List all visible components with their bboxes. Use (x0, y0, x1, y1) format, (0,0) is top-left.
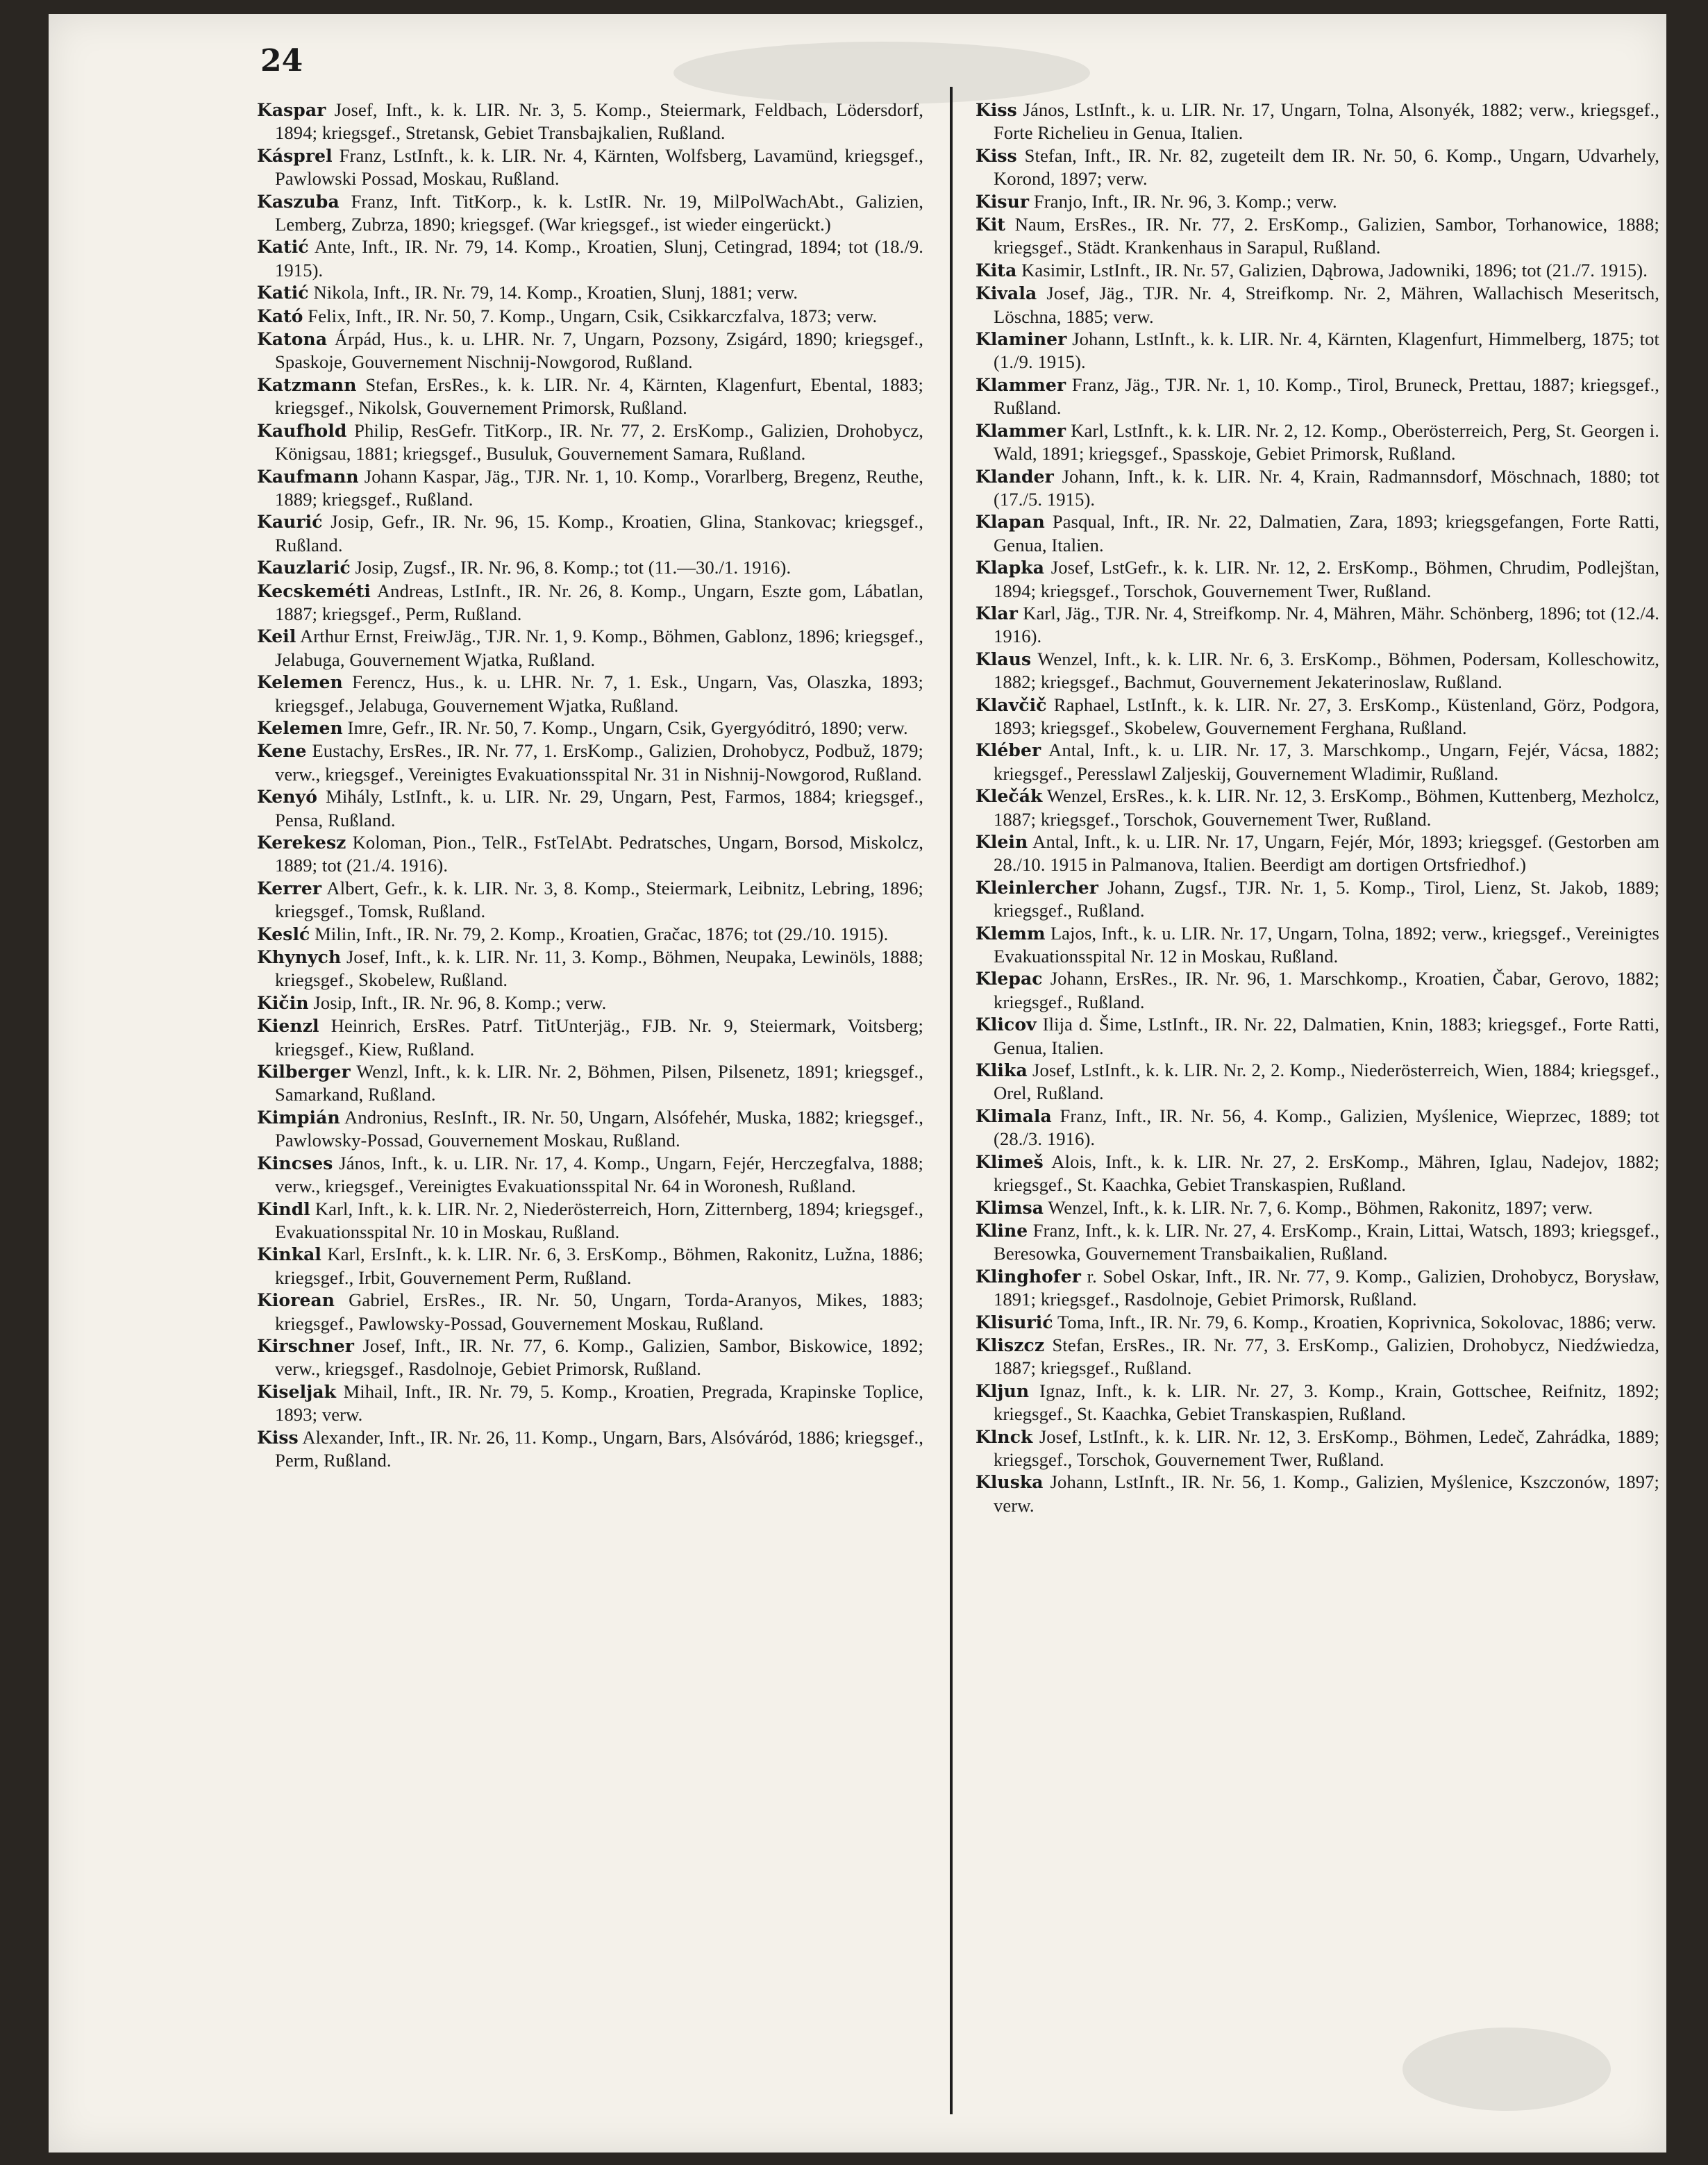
register-entry (976, 1151, 1659, 1196)
entry-surname: Kleinlercher (976, 877, 1099, 898)
entry-details: Andreas, LstInft., IR. Nr. 26, 8. Komp., Ungarn, Eszte gom, Lábatlan, 1887; kriegsgef., Perm, Rußland. (275, 580, 923, 624)
paper-stain (1403, 2028, 1611, 2111)
entry-details: Johann, ErsRes., IR. Nr. 96, 1. Marschkomp., Kroatien, Čabar, Gerovo, 1882; kriegsgef., Rußland. (994, 968, 1659, 1012)
entry-details: Franz, Jäg., TJR. Nr. 1, 10. Komp., Tirol, Bruneck, Prettau, 1887; kriegsgef., Rußland. (994, 374, 1659, 419)
entry-surname: Kaszuba (257, 191, 340, 212)
entry-details: Kasimir, LstInft., IR. Nr. 57, Galizien, Dąbrowa, Jadowniki, 1896; tot (21./7. 1915). (1016, 259, 1648, 281)
entry-surname: Kiss (976, 145, 1017, 166)
entry-surname: Kaspar (257, 100, 326, 120)
left-column (257, 99, 923, 1471)
page-number: 24 (260, 43, 303, 78)
register-entry (257, 374, 923, 419)
entry-details: Ignaz, Inft., k. k. LIR. Nr. 27, 3. Komp., Krain, Gottschee, Reifnitz, 1892; kriegsgef., St. Kaachka, Gebiet Transkaspien, Rußland. (994, 1380, 1659, 1425)
entry-details: Nikola, Inft., IR. Nr. 79, 14. Komp., Kroatien, Slunj, 1881; verw. (308, 282, 798, 303)
entry-surname: Kerekesz (257, 833, 346, 853)
entry-details: Ilija d. Šime, LstInft., IR. Nr. 22, Dalmatien, Knin, 1883; kriegsgef., Forte Ratti, Genua, Italien. (994, 1014, 1659, 1058)
entry-details: Josef, LstInft., k. k. LIR. Nr. 2, 2. Komp., Niederösterreich, Wien, 1884; kriegsgef., Orel, Rußland. (994, 1060, 1659, 1104)
paper-stain (673, 42, 1090, 104)
entry-surname: Kaufhold (257, 420, 347, 441)
register-entry (257, 144, 923, 190)
entry-details: Johann, LstInft., IR. Nr. 56, 1. Komp., Galizien, Myślenice, Kszczonów, 1897; verw. (994, 1471, 1659, 1516)
entry-details: Mihail, Inft., IR. Nr. 79, 5. Komp., Kroatien, Pregrada, Krapinske Toplice, 1893; verw. (275, 1380, 923, 1426)
entry-details: Pasqual, Inft., IR. Nr. 22, Dalmatien, Zara, 1893; kriegsgefangen, Forte Ratti, Genua, Italien. (994, 511, 1659, 555)
register-entry (976, 1471, 1659, 1516)
entry-details: Josip, Zugsf., IR. Nr. 96, 8. Komp.; tot (11.—30./1. 1916). (350, 557, 792, 578)
register-entry (257, 1243, 923, 1289)
entry-details: Alexander, Inft., IR. Nr. 26, 11. Komp., Ungarn, Bars, Alsóváród, 1886; kriegsgef., Perm, Rußland. (275, 1426, 923, 1471)
entry-surname: Klečák (976, 786, 1043, 807)
entry-details: Andronius, ResInft., IR. Nr. 50, Ungarn, Alsófehér, Muska, 1882; kriegsgef., Pawlowsky-Possad, Gouvernement Moskau, Rußland. (275, 1106, 923, 1151)
entry-details: Gabriel, ErsRes., IR. Nr. 50, Ungarn, Torda-Aranyos, Mikes, 1883; kriegsgef., Pawlowsky-Possad, Gouvernement Moskau, Rußland. (275, 1289, 923, 1334)
entry-surname: Kinkal (257, 1244, 322, 1265)
register-entry (257, 1152, 923, 1198)
entry-details: Milin, Inft., IR. Nr. 79, 2. Komp., Kroatien, Gračac, 1876; tot (29./10. 1915). (310, 923, 889, 944)
entry-surname: Klinghofer (976, 1266, 1082, 1287)
register-entry (257, 946, 923, 992)
entry-details: Stefan, Inft., IR. Nr. 82, zugeteilt dem IR. Nr. 50, 6. Komp., Ungarn, Udvarhely, Korond, 1897; verw. (994, 144, 1659, 190)
register-entry (976, 1013, 1659, 1059)
register-entry (976, 1219, 1659, 1265)
entry-details: Karl, Inft., k. k. LIR. Nr. 2, Niederösterreich, Horn, Zitternberg, 1894; kriegsgef., Evakuationsspital Nr. 10 in Moskau, Rußland. (275, 1198, 923, 1242)
entry-details: Wenzel, Inft., k. k. LIR. Nr. 7, 6. Komp., Böhmen, Rakonitz, 1897; verw. (1044, 1196, 1593, 1218)
entry-details: Josef, Inft., k. k. LIR. Nr. 11, 3. Komp., Böhmen, Neupaka, Lewinöls, 1888; kriegsgef., Skobelew, Rußland. (275, 946, 923, 991)
register-entry (257, 281, 923, 304)
register-entry (257, 1380, 923, 1426)
entry-details: Josef, LstInft., k. k. LIR. Nr. 12, 3. ErsKomp., Böhmen, Ledeč, Zahrádka, 1889; kriegsgef., Torschok, Gouvernement Twer, Rußland. (994, 1426, 1659, 1470)
register-entry (976, 282, 1659, 328)
register-entry (976, 602, 1659, 648)
entry-surname: Kit (976, 215, 1006, 235)
entry-surname: Klaus (976, 649, 1032, 669)
register-entry (257, 1426, 923, 1472)
register-entry (257, 717, 923, 739)
entry-surname: Kluska (976, 1472, 1044, 1493)
entry-details: Johann, Inft., k. k. LIR. Nr. 4, Krain, Radmannsdorf, Möschnach, 1880; tot (17./5. 1915). (994, 465, 1659, 510)
entry-surname: Kivala (976, 283, 1037, 304)
entry-details: Antal, Inft., k. u. LIR. Nr. 17, Ungarn, Fejér, Mór, 1893; kriegsgef. (Gestorben am 28./10. 1915 in Palmanova, Italien. Beerdigt am dortigen Ortsfriedhof.) (994, 831, 1659, 876)
entry-surname: Kisur (976, 191, 1030, 212)
register-entry (257, 785, 923, 831)
entry-details: Franz, Inft. TitKorp., k. k. LstIR. Nr. 19, MilPolWachAbt., Galizien, Lemberg, Zubrza, 1890; kriegsgef. (War kriegsgef., ist wieder eingerückt.) (275, 190, 923, 235)
register-entry (257, 992, 923, 1014)
entry-details: Ferencz, Hus., k. u. LHR. Nr. 7, 1. Esk., Ungarn, Vas, Olaszka, 1893; kriegsgef., Jelabuga, Gouvernement Wjatka, Rußland. (275, 671, 923, 716)
entry-details: Mihály, LstInft., k. u. LIR. Nr. 29, Ungarn, Pest, Farmos, 1884; kriegsgef., Pensa, Rußland. (275, 786, 923, 830)
entry-details: r. Sobel Oskar, Inft., IR. Nr. 77, 9. Komp., Galizien, Drohobycz, Borysław, 1891; kriegsgef., Rasdolnoje, Gebiet Primorsk, Rußland. (994, 1265, 1659, 1310)
entry-surname: Klimeš (976, 1151, 1044, 1172)
register-entry (257, 671, 923, 717)
entry-details: Toma, Inft., IR. Nr. 79, 6. Komp., Kroatien, Koprivnica, Sokolovac, 1886; verw. (1053, 1311, 1657, 1332)
register-entry (257, 419, 923, 465)
entry-surname: Katić (257, 237, 309, 258)
register-entry (976, 510, 1659, 556)
entry-details: Antal, Inft., k. u. LIR. Nr. 17, 3. Marschkomp., Ungarn, Fejér, Vácsa, 1882; kriegsgef., Peresslawl Zaljeskij, Gouvernement Wladimir, Rußland. (994, 739, 1659, 784)
register-entry (976, 1380, 1659, 1426)
entry-details: Karl, LstInft., k. k. LIR. Nr. 2, 12. Komp., Oberösterreich, Perg, St. Georgen i. Wald, 1891; kriegsgef., Spasskoje, Gebiet Primorsk, Rußland. (994, 419, 1659, 465)
entry-surname: Klemm (976, 923, 1046, 944)
entry-details: Alois, Inft., k. k. LIR. Nr. 27, 2. ErsKomp., Mähren, Iglau, Nadejov, 1882; kriegsgef., St. Kaachka, Gebiet Transkaspien, Rußland. (994, 1151, 1659, 1196)
column-divider (950, 87, 953, 2114)
register-entry (976, 1265, 1659, 1311)
register-entry (257, 1198, 923, 1244)
register-entry (976, 99, 1659, 144)
entry-surname: Keslć (257, 923, 310, 944)
register-entry (257, 1014, 923, 1060)
register-entry (976, 328, 1659, 374)
entry-surname: Klander (976, 466, 1054, 487)
register-entry (257, 831, 923, 877)
register-entry (257, 465, 923, 511)
entry-surname: Katzmann (257, 374, 357, 395)
entry-surname: Kirschner (257, 1335, 355, 1356)
register-entry (257, 877, 923, 923)
register-entry (976, 648, 1659, 694)
register-entry (257, 510, 923, 556)
entry-surname: Klnck (976, 1426, 1033, 1447)
register-entry (976, 1311, 1659, 1334)
entry-surname: Keil (257, 626, 296, 647)
entry-details: Wenzel, ErsRes., k. k. LIR. Nr. 12, 3. ErsKomp., Böhmen, Kuttenberg, Mezholcz, 1887; kriegsgef., Torschok, Gouvernement Twer, Rußland. (994, 785, 1659, 830)
entry-surname: Kiss (257, 1427, 299, 1448)
entry-surname: Kita (976, 260, 1017, 281)
entry-surname: Kléber (976, 740, 1041, 761)
register-entry (257, 1106, 923, 1152)
entry-details: Lajos, Inft., k. u. LIR. Nr. 17, Ungarn, Tolna, 1892; verw., kriegsgef., Vereinigtes Evakuationsspital Nr. 12 in Moskau, Rußland. (994, 922, 1659, 967)
register-entry (976, 259, 1659, 282)
entry-surname: Kásprel (257, 145, 333, 166)
register-entry (976, 1426, 1659, 1471)
entry-surname: Kecskeméti (257, 580, 371, 601)
entry-surname: Katić (257, 283, 309, 303)
entry-details: Josef, Jäg., TJR. Nr. 4, Streifkomp. Nr. 2, Mähren, Wallachisch Meseritsch, Löschna, 1885; verw. (994, 283, 1659, 327)
entry-surname: Klimala (976, 1105, 1052, 1126)
entry-surname: Klika (976, 1060, 1028, 1081)
entry-surname: Kerrer (257, 878, 322, 898)
entry-details: Franz, Inft., IR. Nr. 56, 4. Komp., Galizien, Myślenice, Wieprzec, 1889; tot (28./3. 1916). (994, 1105, 1659, 1150)
entry-details: Raphael, LstInft., k. k. LIR. Nr. 27, 3. ErsKomp., Küstenland, Görz, Podgora, 1893; kriegsgef., Skobelew, Gouvernement Ferghana, Rußland. (994, 694, 1659, 738)
entry-details: Felix, Inft., IR. Nr. 50, 7. Komp., Ungarn, Csik, Csikkarczfalva, 1873; verw. (303, 305, 878, 326)
entry-surname: Klammer (976, 374, 1066, 395)
register-entry (976, 830, 1659, 876)
entry-surname: Kienzl (257, 1016, 319, 1037)
entry-surname: Klammer (976, 420, 1066, 441)
entry-surname: Kindl (257, 1198, 310, 1219)
register-entry (976, 739, 1659, 785)
entry-details: Franz, Inft., k. k. LIR. Nr. 27, 4. ErsKomp., Krain, Littai, Watsch, 1893; kriegsgef., Beresowka, Gouvernement Transbaikalien, Rußland. (994, 1219, 1659, 1264)
entry-surname: Kaufmann (257, 466, 359, 487)
entry-details: Josef, LstGefr., k. k. LIR. Nr. 12, 2. ErsKomp., Böhmen, Chrudim, Podlejštan, 1894; kriegsgef., Torschok, Gouvernement Twer, Rußland. (994, 557, 1659, 601)
register-entry (976, 1334, 1659, 1380)
register-entry (257, 625, 923, 671)
entry-surname: Kljun (976, 1380, 1030, 1401)
entry-surname: Kelemen (257, 672, 343, 693)
entry-surname: Kiseljak (257, 1381, 337, 1402)
entry-details: Josef, Inft., k. k. LIR. Nr. 3, 5. Komp., Steiermark, Feldbach, Lödersdorf, 1894; kriegsgef., Stretansk, Gebiet Transbajkalien, Rußland. (275, 99, 923, 144)
register-entry (257, 1335, 923, 1380)
entry-surname: Kincses (257, 1153, 333, 1173)
entry-surname: Klar (976, 603, 1018, 624)
register-entry (257, 739, 923, 785)
entry-details: Josip, Gefr., IR. Nr. 96, 15. Komp., Kroatien, Glina, Stankovac; kriegsgef., Rußland. (275, 511, 923, 555)
register-entry (257, 1060, 923, 1106)
register-entry (976, 213, 1659, 259)
entry-surname: Kliszcz (976, 1335, 1045, 1355)
entry-surname: Kiss (976, 100, 1017, 120)
entry-surname: Kene (257, 741, 307, 762)
register-entry (257, 580, 923, 626)
entry-details: Árpád, Hus., k. u. LHR. Nr. 7, Ungarn, Pozsony, Zsigárd, 1890; kriegsgef., Spaskoje, Gouvernement Nischnij-Nowgorod, Rußland. (275, 328, 923, 373)
register-entry (257, 305, 923, 328)
register-entry (976, 1196, 1659, 1219)
register-entry (257, 1289, 923, 1335)
entry-surname: Klisurić (976, 1312, 1053, 1332)
entry-details: Karl, Jäg., TJR. Nr. 4, Streifkomp. Nr. 4, Mähren, Mähr. Schönberg, 1896; tot (12./4. 1916). (994, 602, 1659, 647)
entry-surname: Kline (976, 1220, 1028, 1241)
entry-surname: Kiorean (257, 1290, 335, 1311)
entry-surname: Kelemen (257, 717, 343, 738)
entry-surname: Khynych (257, 947, 342, 968)
entry-surname: Klepac (976, 969, 1043, 989)
entry-details: Johann, Zugsf., TJR. Nr. 1, 5. Komp., Tirol, Lienz, St. Jakob, 1889; kriegsgef., Rußland. (994, 876, 1659, 921)
entry-surname: Klaminer (976, 329, 1067, 350)
entry-surname: Katona (257, 329, 328, 350)
entry-details: Karl, ErsInft., k. k. LIR. Nr. 6, 3. ErsKomp., Böhmen, Rakonitz, Lužna, 1886; kriegsgef., Irbit, Gouvernement Perm, Rußland. (275, 1244, 923, 1288)
right-column (976, 99, 1659, 1516)
entry-details: Ante, Inft., IR. Nr. 79, 14. Komp., Kroatien, Slunj, Cetingrad, 1894; tot (18./9. 1915). (275, 236, 923, 281)
entry-details: Josip, Inft., IR. Nr. 96, 8. Komp.; verw. (308, 992, 607, 1013)
register-entry (257, 190, 923, 236)
entry-details: Franz, LstInft., k. k. LIR. Nr. 4, Kärnten, Wolfsberg, Lavamünd, kriegsgef., Pawlowski Possad, Moskau, Rußland. (275, 144, 923, 190)
entry-surname: Kenyó (257, 787, 317, 808)
register-entry (976, 556, 1659, 602)
entry-surname: Kauzlarić (257, 558, 351, 578)
entry-details: Wenzel, Inft., k. k. LIR. Nr. 6, 3. ErsKomp., Böhmen, Podersam, Kolleschowitz, 1882; kriegsgef., Bachmut, Gouvernement Jekaterinoslaw, Rußland. (994, 648, 1659, 693)
entry-surname: Klicov (976, 1014, 1037, 1035)
entry-details: Eustachy, ErsRes., IR. Nr. 77, 1. ErsKomp., Galizien, Drohobycz, Podbuž, 1879; verw., kriegsgef., Vereinigtes Evakuationsspital Nr. 31 in Nishnij-Nowgorod, Rußland. (275, 740, 923, 785)
entry-details: Wenzl, Inft., k. k. LIR. Nr. 2, Böhmen, Pilsen, Pilsenetz, 1891; kriegsgef., Samarkand, Rußland. (275, 1061, 923, 1105)
register-entry (257, 99, 923, 144)
register-entry (257, 923, 923, 946)
entry-details: Koloman, Pion., TelR., FstTelAbt. Pedratsches, Ungarn, Borsod, Miskolcz, 1889; tot (21./4. 1916). (275, 832, 923, 876)
register-entry (976, 1105, 1659, 1151)
register-entry (976, 876, 1659, 922)
entry-surname: Kimpián (257, 1107, 340, 1128)
register-entry (257, 556, 923, 579)
entry-surname: Kičin (257, 992, 309, 1013)
entry-surname: Klimsa (976, 1197, 1044, 1218)
entry-details: János, LstInft., k. u. LIR. Nr. 17, Ungarn, Tolna, Alsonyék, 1882; verw., kriegsgef., Forte Richelieu in Genua, Italien. (994, 99, 1659, 144)
entry-surname: Klavčič (976, 694, 1047, 715)
register-entry (257, 235, 923, 281)
register-entry (976, 922, 1659, 968)
register-entry (257, 328, 923, 374)
entry-details: Imre, Gefr., IR. Nr. 50, 7. Komp., Ungarn, Csik, Gyergyóditró, 1890; verw. (342, 717, 908, 738)
entry-surname: Klapan (976, 512, 1045, 533)
entry-details: Albert, Gefr., k. k. LIR. Nr. 3, 8. Komp., Steiermark, Leibnitz, Lebring, 1896; kriegsgef., Tomsk, Rußland. (275, 877, 923, 922)
entry-surname: Klapka (976, 558, 1045, 578)
entry-surname: Kilberger (257, 1062, 351, 1082)
register-entry (976, 465, 1659, 511)
entry-details: Josef, Inft., IR. Nr. 77, 6. Komp., Galizien, Sambor, Biskowice, 1892; verw., kriegsgef., Rasdolnoje, Gebiet Primorsk, Rußland. (275, 1335, 923, 1380)
entry-details: Naum, ErsRes., IR. Nr. 77, 2. ErsKomp., Galizien, Sambor, Torhanowice, 1888; kriegsgef., Städt. Krankenhaus in Sarapul, Rußland. (994, 214, 1659, 258)
register-entry (976, 1059, 1659, 1105)
register-entry (976, 374, 1659, 419)
entry-details: Philip, ResGefr. TitKorp., IR. Nr. 77, 2. ErsKomp., Galizien, Drohobycz, Königsau, 1881; kriegsgef., Busuluk, Gouvernement Samara, Rußland. (275, 419, 923, 465)
entry-details: Heinrich, ErsRes. Patrf. TitUnterjäg., FJB. Nr. 9, Steiermark, Voitsberg; kriegsgef., Kiew, Rußland. (275, 1015, 923, 1060)
entry-surname: Kató (257, 306, 303, 326)
entry-details: Johann, LstInft., k. k. LIR. Nr. 4, Kärnten, Klagenfurt, Himmelberg, 1875; tot (1./9. 1915). (994, 328, 1659, 373)
register-entry (976, 419, 1659, 465)
entry-details: Stefan, ErsRes., IR. Nr. 77, 3. ErsKomp., Galizien, Drohobycz, Niedźwiedza, 1887; kriegsgef., Rußland. (994, 1334, 1659, 1379)
entry-surname: Kaurić (257, 512, 323, 533)
entry-details: Arthur Ernst, FreiwJäg., TJR. Nr. 1, 9. Komp., Böhmen, Gablonz, 1896; kriegsgef., Jelabuga, Gouvernement Wjatka, Rußland. (275, 626, 923, 670)
entry-details: Stefan, ErsRes., k. k. LIR. Nr. 4, Kärnten, Klagenfurt, Ebental, 1883; kriegsgef., Nikolsk, Gouvernement Primorsk, Rußland. (275, 374, 923, 419)
register-entry (976, 694, 1659, 739)
register-entry (976, 144, 1659, 190)
register-entry (976, 967, 1659, 1013)
entry-details: Franjo, Inft., IR. Nr. 96, 3. Komp.; verw. (1029, 190, 1337, 212)
entry-surname: Klein (976, 832, 1028, 852)
entry-details: Johann Kaspar, Jäg., TJR. Nr. 1, 10. Komp., Vorarlberg, Bregenz, Reuthe, 1889; kriegsgef., Rußland. (275, 465, 923, 510)
entry-details: János, Inft., k. u. LIR. Nr. 17, 4. Komp., Ungarn, Fejér, Herczegfalva, 1888; verw., kriegsgef., Vereinigtes Evakuationsspital Nr. 64 in Woronesh, Rußland. (275, 1152, 923, 1197)
scanned-page (49, 14, 1666, 2153)
register-entry (976, 785, 1659, 830)
register-entry (976, 190, 1659, 213)
